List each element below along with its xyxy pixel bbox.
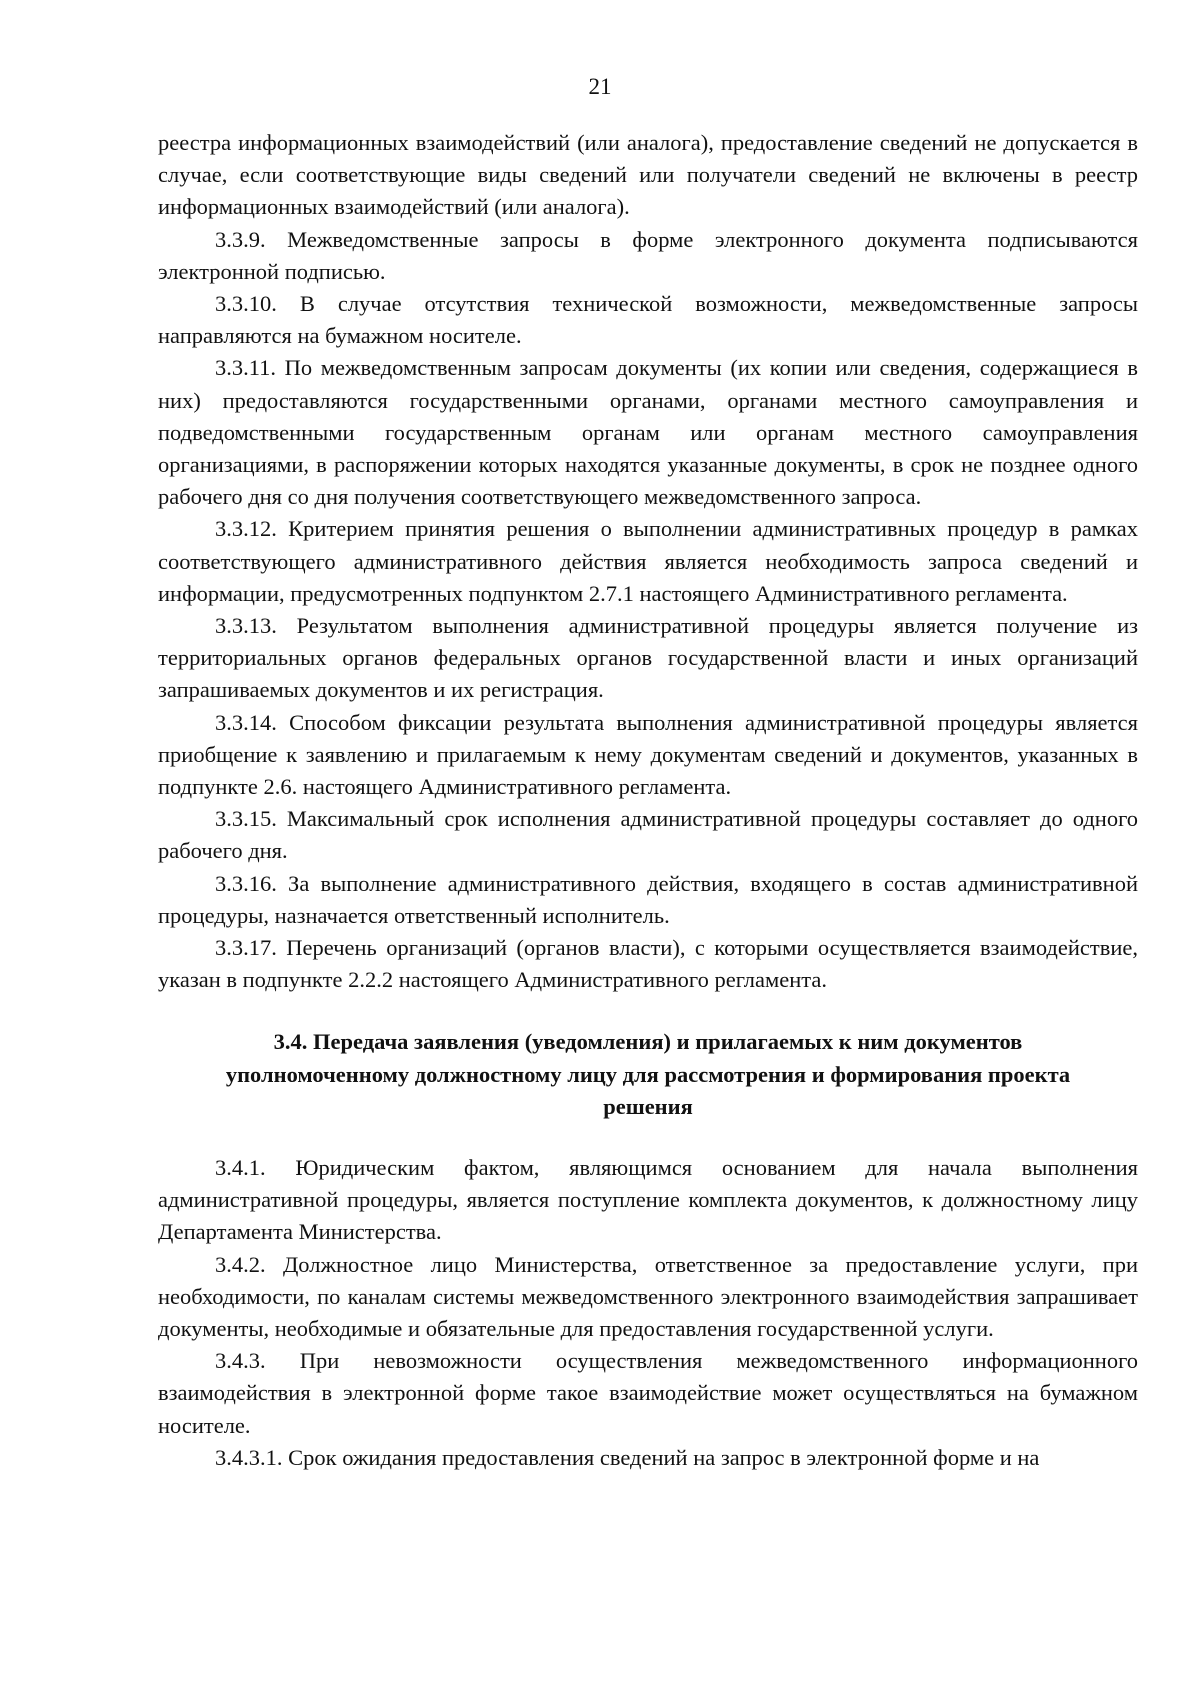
paragraph-3-3-16: 3.3.16. За выполнение административного действия, входящего в состав административной процедуры, назначается ответственный исполнитель. [158,870,1138,928]
paragraph-3-4-3-1: 3.4.3.1. Срок ожидания предоставления сведений на запрос в электронной форме и на [215,1444,1040,1470]
paragraph-3-4-3: 3.4.3. При невозможности осуществления межведомственного информационного взаимодействия в электронной форме такое взаимодействие может осуществляться на бумажном носителе. [158,1348,1138,1438]
paragraph-3-4-2: 3.4.2. Должностное лицо Министерства, ответственное за предоставление услуги, при необходимости, по каналам системы межведомственного электронного взаимодействия запрашивает документы, необходимые и обязательные для предоставления государственной услуги. [158,1251,1138,1341]
paragraph-continuation: реестра информационных взаимодействий (или аналога), предоставление сведений не допускается в случае, если соответствующие виды сведений или получатели сведений не включены в реестр информационных взаимодействий (или аналога). [158,130,1138,220]
paragraph-3-3-11: 3.3.11. По межведомственным запросам документы (их копии или сведения, содержащиеся в них) предоставляются государственными органами, органами местного самоуправления и подведомственными государственным органам или органам местного самоуправления организациями, в распоряжении которых находятся указанные документы, в срок не позднее одного рабочего дня со дня получения соответствующего межведомственного запроса. [158,355,1138,510]
document-body [158,127,1138,1474]
section-heading-3-4 [158,1026,1138,1124]
paragraph-3-3-9: 3.3.9. Межведомственные запросы в форме электронного документа подписываются электронной подписью. [158,226,1138,284]
section-heading-line-2: уполномоченному должностному лицу для рассмотрения и формирования проекта [225,1061,1071,1087]
paragraph-3-3-14: 3.3.14. Способом фиксации результата выполнения административной процедуры является приобщение к заявлению и прилагаемым к нему документам сведений и документов, указанных в подпункте 2.6. настоящего Административного регламента. [158,709,1138,800]
paragraph-3-4-1: 3.4.1. Юридическим фактом, являющимся основанием для начала выполнения административной процедуры, является поступление комплекта документов, к должностному лицу Департамента Министерства. [158,1154,1138,1245]
section-heading-line-1: 3.4. Передача заявления (уведомления) и прилагаемых к ним документов [273,1029,1023,1055]
paragraph-3-3-17: 3.3.17. Перечень организаций (органов власти), с которыми осуществляется взаимодействие, указан в подпункте 2.2.2 настоящего Административного регламента. [158,935,1138,993]
paragraph-3-3-10: 3.3.10. В случае отсутствия технической возможности, межведомственные запросы направляются на бумажном носителе. [158,291,1138,349]
paragraph-3-3-12: 3.3.12. Критерием принятия решения о выполнении административных процедур в рамках соответствующего административного действия является необходимость запроса сведений и информации, предусмотренных подпунктом 2.7.1 настоящего Административного регламента. [158,516,1138,606]
paragraph-3-3-15: 3.3.15. Максимальный срок исполнения административной процедуры составляет до одного рабочего дня. [158,806,1138,864]
paragraph-3-3-13: 3.3.13. Результатом выполнения административной процедуры является получение из территориальных органов федеральных органов государственной власти и иных организаций запрашиваемых документов и их регистрация. [158,613,1138,703]
section-heading-line-3: решения [603,1094,693,1120]
page-number: 21 [588,74,612,99]
